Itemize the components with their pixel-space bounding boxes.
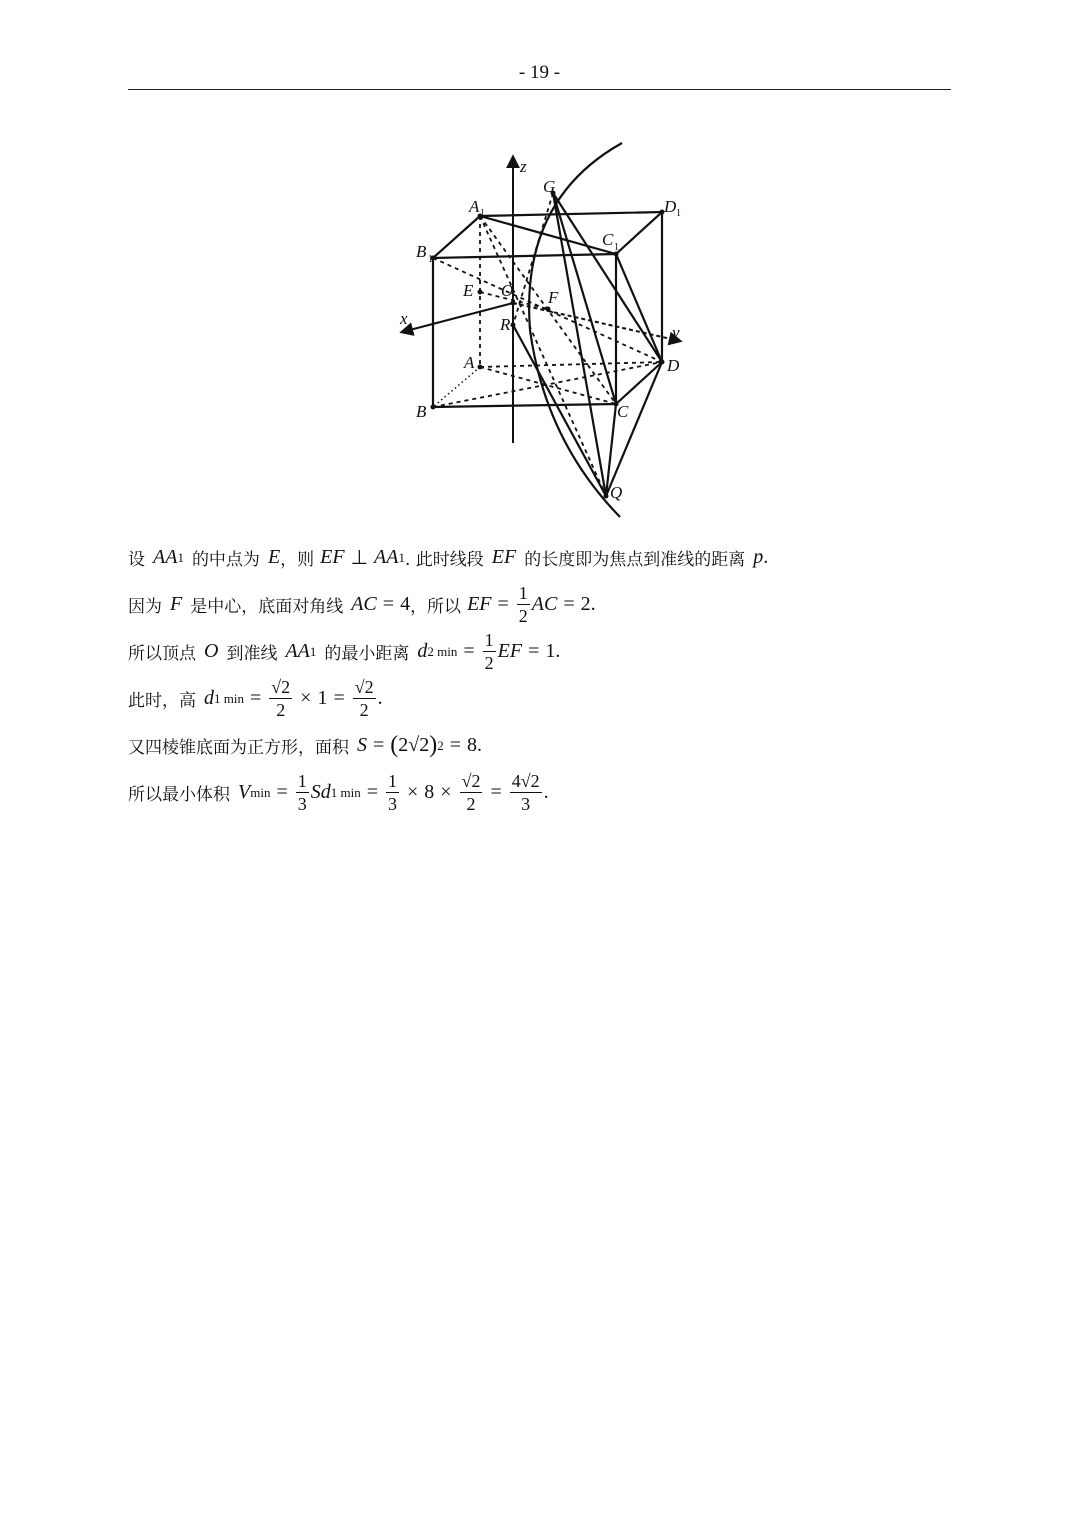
label-x: x <box>400 309 408 328</box>
label-G: G <box>543 177 556 196</box>
label-D1-sub: 1 <box>676 208 681 219</box>
edge-AB <box>433 367 480 407</box>
label-B: B <box>416 402 427 421</box>
label-C1-sub: 1 <box>614 242 619 253</box>
label-D1: D <box>664 197 677 216</box>
solution-line-4: 此时，高 d 1 min = $\frac{√2}{2}$ × 1 = $\frac{√2}{2}$ . <box>128 677 383 720</box>
header-rule <box>128 89 951 90</box>
label-A1-sub: 1 <box>480 208 485 219</box>
parabola-curve <box>529 143 622 517</box>
fraction-sqrt2-over-2: $\frac{√2}{2}$ <box>271 677 291 720</box>
label-R: R <box>500 315 511 334</box>
solution-line-6: 所以最小体积 V min = $\frac{1}{3}$ Sd 1 min = $\frac{1}{3}$ × 8 × $\frac{√2}{2}$ = $\frac{4√2}{3}$ . <box>128 771 549 814</box>
cube-solid-edges <box>433 193 662 496</box>
fraction-sqrt2-over-2: $\frac{√2}{2}$ <box>354 677 374 720</box>
solution-line-3: 所以顶点 O 到准线 AA 1 的最小距离 d 2 min = $\frac{1}{2}$ EF = 1 . <box>128 630 561 673</box>
label-F: F <box>548 288 559 307</box>
fraction-4sqrt2-over-3: $\frac{4√2}{3}$ <box>511 771 540 814</box>
label-A: A <box>464 353 475 372</box>
page-number: - 19 - <box>518 62 561 83</box>
points <box>431 191 665 499</box>
solution-text <box>128 534 948 816</box>
label-B1: B <box>416 242 427 261</box>
solution-line-2: 因为 F 是中心，底面对角线 AC = 4 ，所以 EF = $\frac{1}{2}$ AC = 2 . <box>128 583 596 626</box>
fraction-one-half: $\frac{1}{2}$ <box>518 583 528 626</box>
label-O: O <box>501 281 514 300</box>
solution-line-1: 设 AA 1 的中点为 E ，则 EF ⊥ AA 1 . 此时线段 EF 的长度即为焦点到准线的距离 p . <box>128 546 769 570</box>
x-axis <box>402 303 513 332</box>
fraction-one-third: $\frac{1}{3}$ <box>388 771 397 814</box>
cube-hidden-edges <box>433 193 662 496</box>
label-E: E <box>463 281 474 300</box>
label-C1: C <box>602 230 614 249</box>
label-z: z <box>520 157 527 176</box>
label-Q: Q <box>610 483 623 502</box>
solution-line-5: 又四棱锥底面为正方形，面积 S = ( 2 √2 ) 2 = 8 . <box>128 732 483 758</box>
label-B1-sub: 1 <box>428 254 433 265</box>
label-y: y <box>672 323 680 342</box>
label-A1: A <box>469 197 480 216</box>
fraction-sqrt2-over-2: $\frac{√2}{2}$ <box>461 771 481 814</box>
fraction-one-half: $\frac{1}{2}$ <box>484 630 494 673</box>
label-C: C <box>617 402 629 421</box>
fraction-one-third: $\frac{1}{3}$ <box>297 771 307 814</box>
geometry-figure <box>380 140 700 530</box>
label-D: D <box>667 356 680 375</box>
